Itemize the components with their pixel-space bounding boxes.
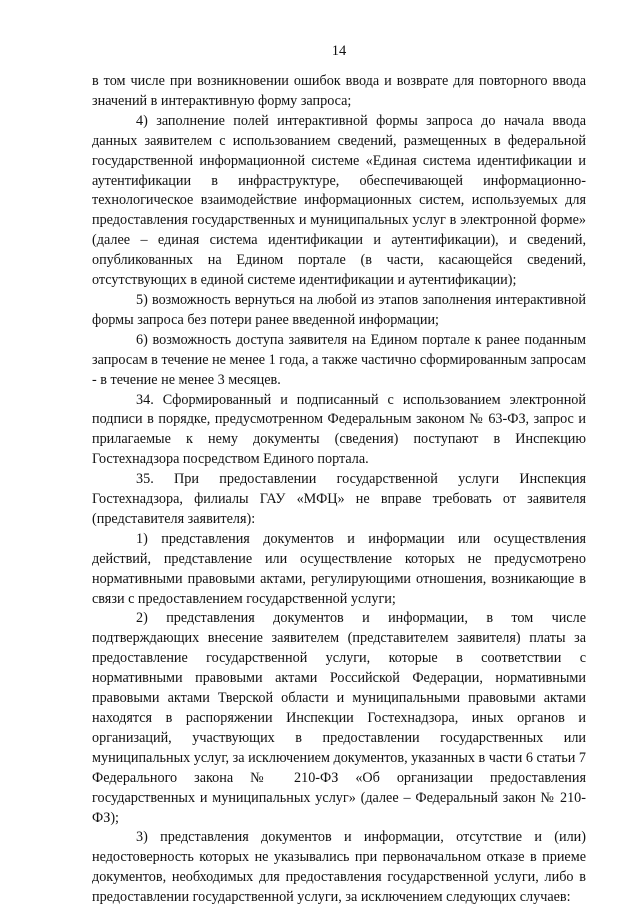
paragraph-35-item-1: 1) представления документов и информации или осуществления действий, представление или осуществление которых не предусмотрено нормативными правовыми актами, регулирующими отношения, возникающие в связи с предоставлением государственной услуги; xyxy=(92,530,586,607)
paragraph-35-item-2: 2) представления документов и информации, в том числе подтверждающих внесение заявителем (представителем заявителя) платы за предоставление государственной услуги, которые в соответствии с нормативными правовыми актами Российской Федерации, нормативными правовыми актами Тверской области и муниципальными правовыми актами находятся в распоряжении Инспекции Гостехнадзора, иных органов и организаций, участвующих в предоставлении государственных или муниципальных услуг, за исключением документов, указанных в части 6 статьи 7 Федерального закона № 210-ФЗ «Об организации предоставления государственных и муниципальных услуг» (далее – Федеральный закон № 210-ФЗ); xyxy=(92,610,586,826)
paragraph-item-5: 5) возможность вернуться на любой из этапов заполнения интерактивной формы запроса без потери ранее введенной информации; xyxy=(92,291,586,328)
paragraph-35-item-3: 3) представления документов и информации, отсутствие и (или) недостоверность которых не указывались при первоначальном отказе в приеме документов, необходимых для предоставления государственной услуги, либо в предоставлении государственной услуги, за исключением следующих случаев: xyxy=(92,829,586,906)
paragraph-item-4: 4) заполнение полей интерактивной формы запроса до начала ввода данных заявителем с использованием сведений, размещенных в федеральной государственной информационной системе «Единая система идентификации и аутентификации в инфраструктуре, обеспечивающей информационно-технологическое взаимодействие информационных систем, используемых для предоставления государственных и муниципальных услуг в электронной форме» (далее – единая система идентификации и аутентификации), и сведений, опубликованных на Едином портале (в части, касающейся сведений, отсутствующих в единой системе идентификации и аутентификации); xyxy=(92,112,586,289)
paragraph-section-35: 35. При предоставлении государственной услуги Инспекция Гостехнадзора, филиалы ГАУ «МФЦ» не вправе требовать от заявителя (представителя заявителя): xyxy=(92,471,586,527)
page-number: 14 xyxy=(331,43,347,59)
paragraph-section-34: 34. Сформированный и подписанный с использованием электронной подписи в порядке, предусмотренном Федеральным законом № 63-ФЗ, запрос и прилагаемые к нему документы (сведения) поступают в Инспекцию Гостехнадзора посредством Единого портала. xyxy=(92,391,586,468)
paragraph-continuation: в том числе при возникновении ошибок ввода и возврате для повторного ввода значений в интерактивную форму запроса; xyxy=(92,73,586,109)
paragraph-item-6: 6) возможность доступа заявителя на Едином портале к ранее поданным запросам в течение не менее 1 года, а также частично сформированным запросам - в течение не менее 3 месяцев. xyxy=(92,331,586,388)
